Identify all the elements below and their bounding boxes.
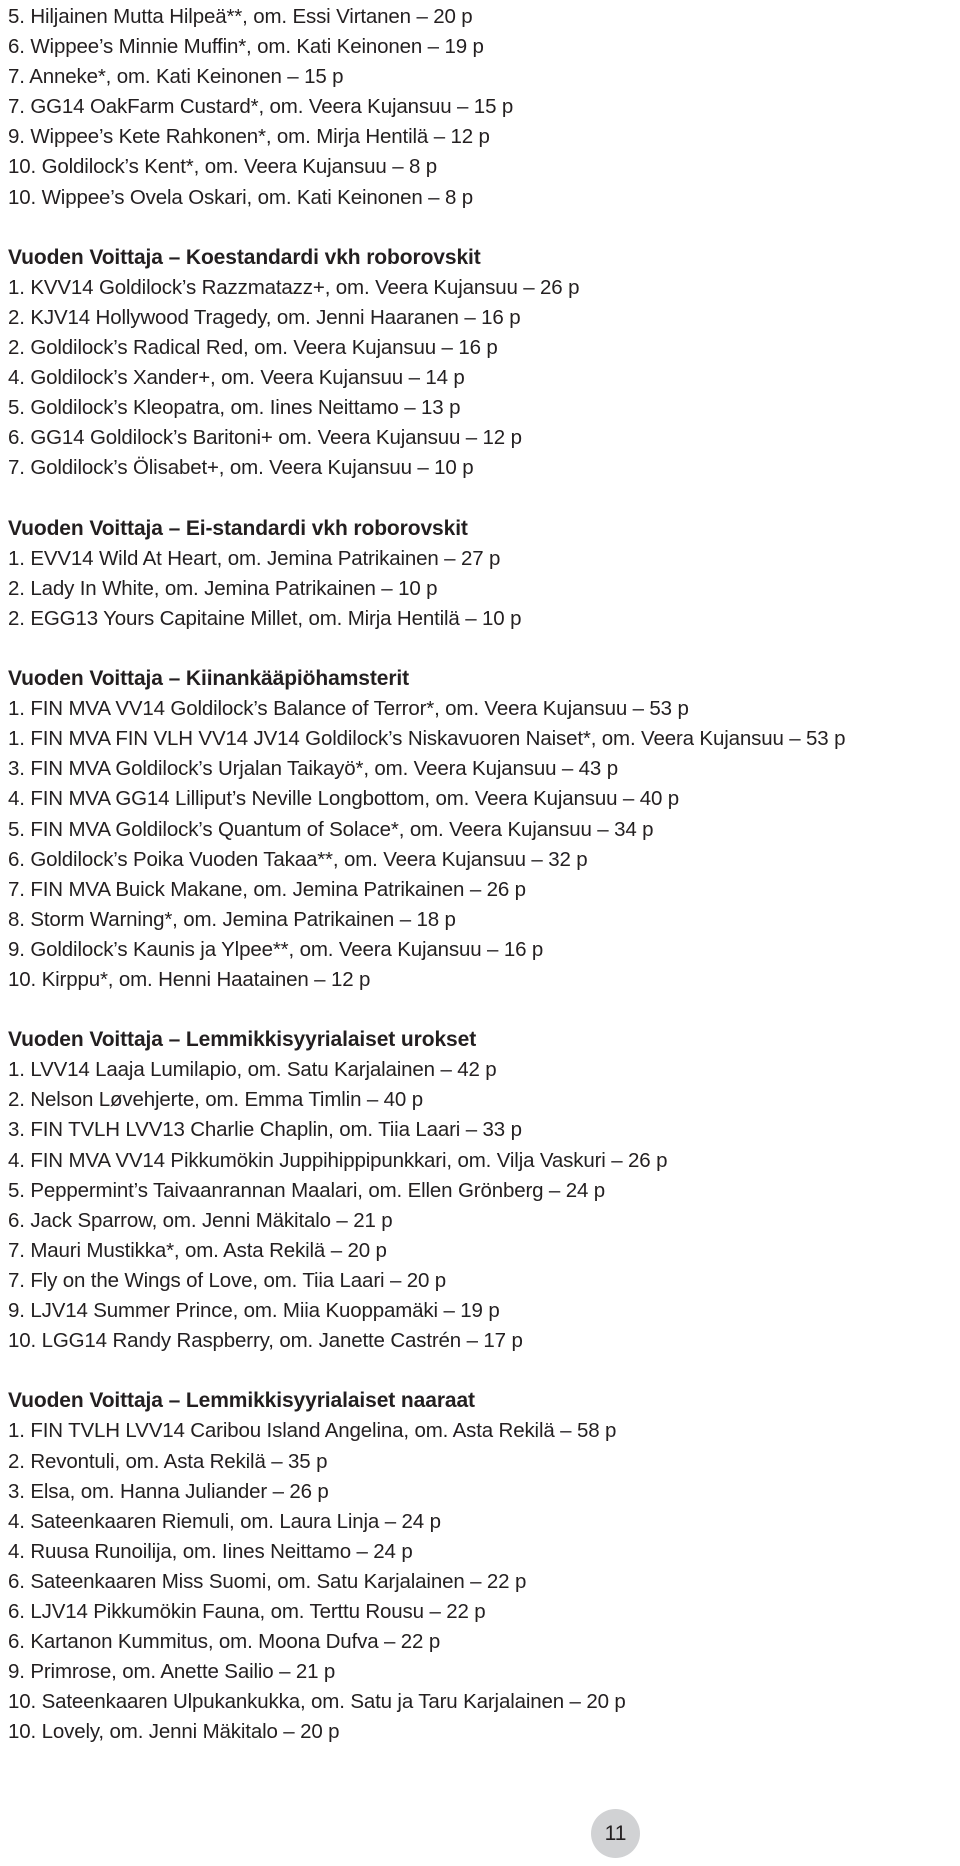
list-item: 9. Wippee’s Kete Rahkonen*, om. Mirja Hentilä – 12 p [8, 125, 490, 149]
list-item: 10. Wippee’s Ovela Oskari, om. Kati Keinonen – 8 p [8, 185, 474, 209]
list-item: 6. Goldilock’s Poika Vuoden Takaa**, om. Veera Kujansuu – 32 p [8, 847, 588, 871]
list-item: 1. LVV14 Laaja Lumilapio, om. Satu Karjalainen – 42 p [8, 1058, 497, 1082]
list-item: 5. Peppermint’s Taivaanrannan Maalari, om. Ellen Grönberg – 24 p [8, 1178, 606, 1202]
list-item: 4. Goldilock’s Xander+, om. Veera Kujansuu – 14 p [8, 366, 465, 390]
results-page [8, 2, 953, 1747]
list-item: 4. FIN MVA GG14 Lilliput’s Neville Longbottom, om. Veera Kujansuu – 40 p [8, 787, 680, 811]
list-item: 6. Kartanon Kummitus, om. Moona Dufva – 22 p [8, 1630, 441, 1654]
list-item: 10. Sateenkaaren Ulpukankukka, om. Satu ja Taru Karjalainen – 20 p [8, 1690, 626, 1714]
intro-list [8, 2, 953, 213]
section-heading: Vuoden Voittaja – Lemmikkisyyrialaiset naaraat [8, 1389, 475, 1413]
section-heading: Vuoden Voittaja – Ei-standardi vkh roborovskit [8, 516, 468, 540]
list-item: 2. Goldilock’s Radical Red, om. Veera Kujansuu – 16 p [8, 336, 498, 360]
list-item: 1. EVV14 Wild At Heart, om. Jemina Patrikainen – 27 p [8, 546, 501, 570]
list-item: 7. Goldilock’s Ölisabet+, om. Veera Kujansuu – 10 p [8, 456, 474, 480]
list-item: 9. LJV14 Summer Prince, om. Miia Kuoppamäki – 19 p [8, 1299, 500, 1323]
list-item: 6. Sateenkaaren Miss Suomi, om. Satu Karjalainen – 22 p [8, 1569, 527, 1593]
list-item: 7. GG14 OakFarm Custard*, om. Veera Kujansuu – 15 p [8, 95, 514, 119]
spacer [8, 995, 953, 1025]
list-item: 7. Mauri Mustikka*, om. Asta Rekilä – 20 p [8, 1238, 387, 1262]
list-item: 4. FIN MVA VV14 Pikkumökin Juppihippipunkkari, om. Vilja Vaskuri – 26 p [8, 1148, 668, 1172]
list-item: 1. FIN MVA FIN VLH VV14 JV14 Goldilock’s Niskavuoren Naiset*, om. Veera Kujansuu – 53 p [8, 727, 846, 751]
section-koestandardi [8, 243, 953, 484]
list-item: 10. Goldilock’s Kent*, om. Veera Kujansuu – 8 p [8, 155, 438, 179]
list-item: 1. FIN MVA VV14 Goldilock’s Balance of Terror*, om. Veera Kujansuu – 53 p [8, 697, 689, 721]
list-item: 6. Jack Sparrow, om. Jenni Mäkitalo – 21 p [8, 1208, 393, 1232]
list-item: 5. Goldilock’s Kleopatra, om. Iines Neittamo – 13 p [8, 396, 461, 420]
section-heading: Vuoden Voittaja – Koestandardi vkh roborovskit [8, 245, 481, 269]
section-lemmikkisyyrialaiset-urokset [8, 1025, 953, 1356]
list-item: 7. Anneke*, om. Kati Keinonen – 15 p [8, 65, 344, 89]
list-item: 6. Wippee’s Minnie Muffin*, om. Kati Keinonen – 19 p [8, 35, 484, 59]
page-number-badge: 11 [591, 1809, 640, 1858]
list-item: 2. EGG13 Yours Capitaine Millet, om. Mirja Hentilä – 10 p [8, 606, 522, 630]
list-item: 10. Lovely, om. Jenni Mäkitalo – 20 p [8, 1720, 340, 1744]
list-item: 10. LGG14 Randy Raspberry, om. Janette Castrén – 17 p [8, 1329, 523, 1353]
list-item: 3. Elsa, om. Hanna Juliander – 26 p [8, 1479, 329, 1503]
list-item: 6. GG14 Goldilock’s Baritoni+ om. Veera Kujansuu – 12 p [8, 426, 522, 450]
list-item: 5. FIN MVA Goldilock’s Quantum of Solace*, om. Veera Kujansuu – 34 p [8, 817, 654, 841]
list-item: 5. Hiljainen Mutta Hilpeä**, om. Essi Virtanen – 20 p [8, 5, 473, 28]
section-kiinankaapiohamsterit [8, 664, 953, 995]
list-item: 7. FIN MVA Buick Makane, om. Jemina Patrikainen – 26 p [8, 877, 526, 901]
list-item: 3. FIN TVLH LVV13 Charlie Chaplin, om. Tiia Laari – 33 p [8, 1118, 522, 1142]
section-ei-standardi [8, 514, 953, 634]
section-heading: Vuoden Voittaja – Lemmikkisyyrialaiset urokset [8, 1028, 477, 1052]
spacer [8, 484, 953, 514]
list-item: 1. FIN TVLH LVV14 Caribou Island Angelina, om. Asta Rekilä – 58 p [8, 1419, 617, 1443]
list-item: 6. LJV14 Pikkumökin Fauna, om. Terttu Rousu – 22 p [8, 1599, 486, 1623]
list-item: 2. Lady In White, om. Jemina Patrikainen – 10 p [8, 576, 438, 600]
spacer [8, 213, 953, 243]
list-item: 2. Nelson Løvehjerte, om. Emma Timlin – 40 p [8, 1088, 423, 1112]
section-heading: Vuoden Voittaja – Kiinankääpiöhamsterit [8, 667, 410, 691]
list-item: 7. Fly on the Wings of Love, om. Tiia Laari – 20 p [8, 1268, 447, 1292]
section-lemmikkisyyrialaiset-naaraat [8, 1386, 953, 1747]
list-item: 8. Storm Warning*, om. Jemina Patrikainen – 18 p [8, 907, 456, 931]
spacer [8, 634, 953, 664]
list-item: 3. FIN MVA Goldilock’s Urjalan Taikayö*, om. Veera Kujansuu – 43 p [8, 757, 618, 781]
list-item: 9. Primrose, om. Anette Sailio – 21 p [8, 1660, 336, 1684]
list-item: 2. Revontuli, om. Asta Rekilä – 35 p [8, 1449, 328, 1473]
list-item: 9. Goldilock’s Kaunis ja Ylpee**, om. Veera Kujansuu – 16 p [8, 937, 544, 961]
list-item: 10. Kirppu*, om. Henni Haatainen – 12 p [8, 968, 371, 991]
list-item: 4. Ruusa Runoilija, om. Iines Neittamo – 24 p [8, 1539, 413, 1563]
list-item: 2. KJV14 Hollywood Tragedy, om. Jenni Haaranen – 16 p [8, 305, 521, 329]
list-item: 1. KVV14 Goldilock’s Razzmatazz+, om. Veera Kujansuu – 26 p [8, 275, 580, 299]
list-item: 4. Sateenkaaren Riemuli, om. Laura Linja – 24 p [8, 1509, 441, 1533]
spacer [8, 1356, 953, 1386]
